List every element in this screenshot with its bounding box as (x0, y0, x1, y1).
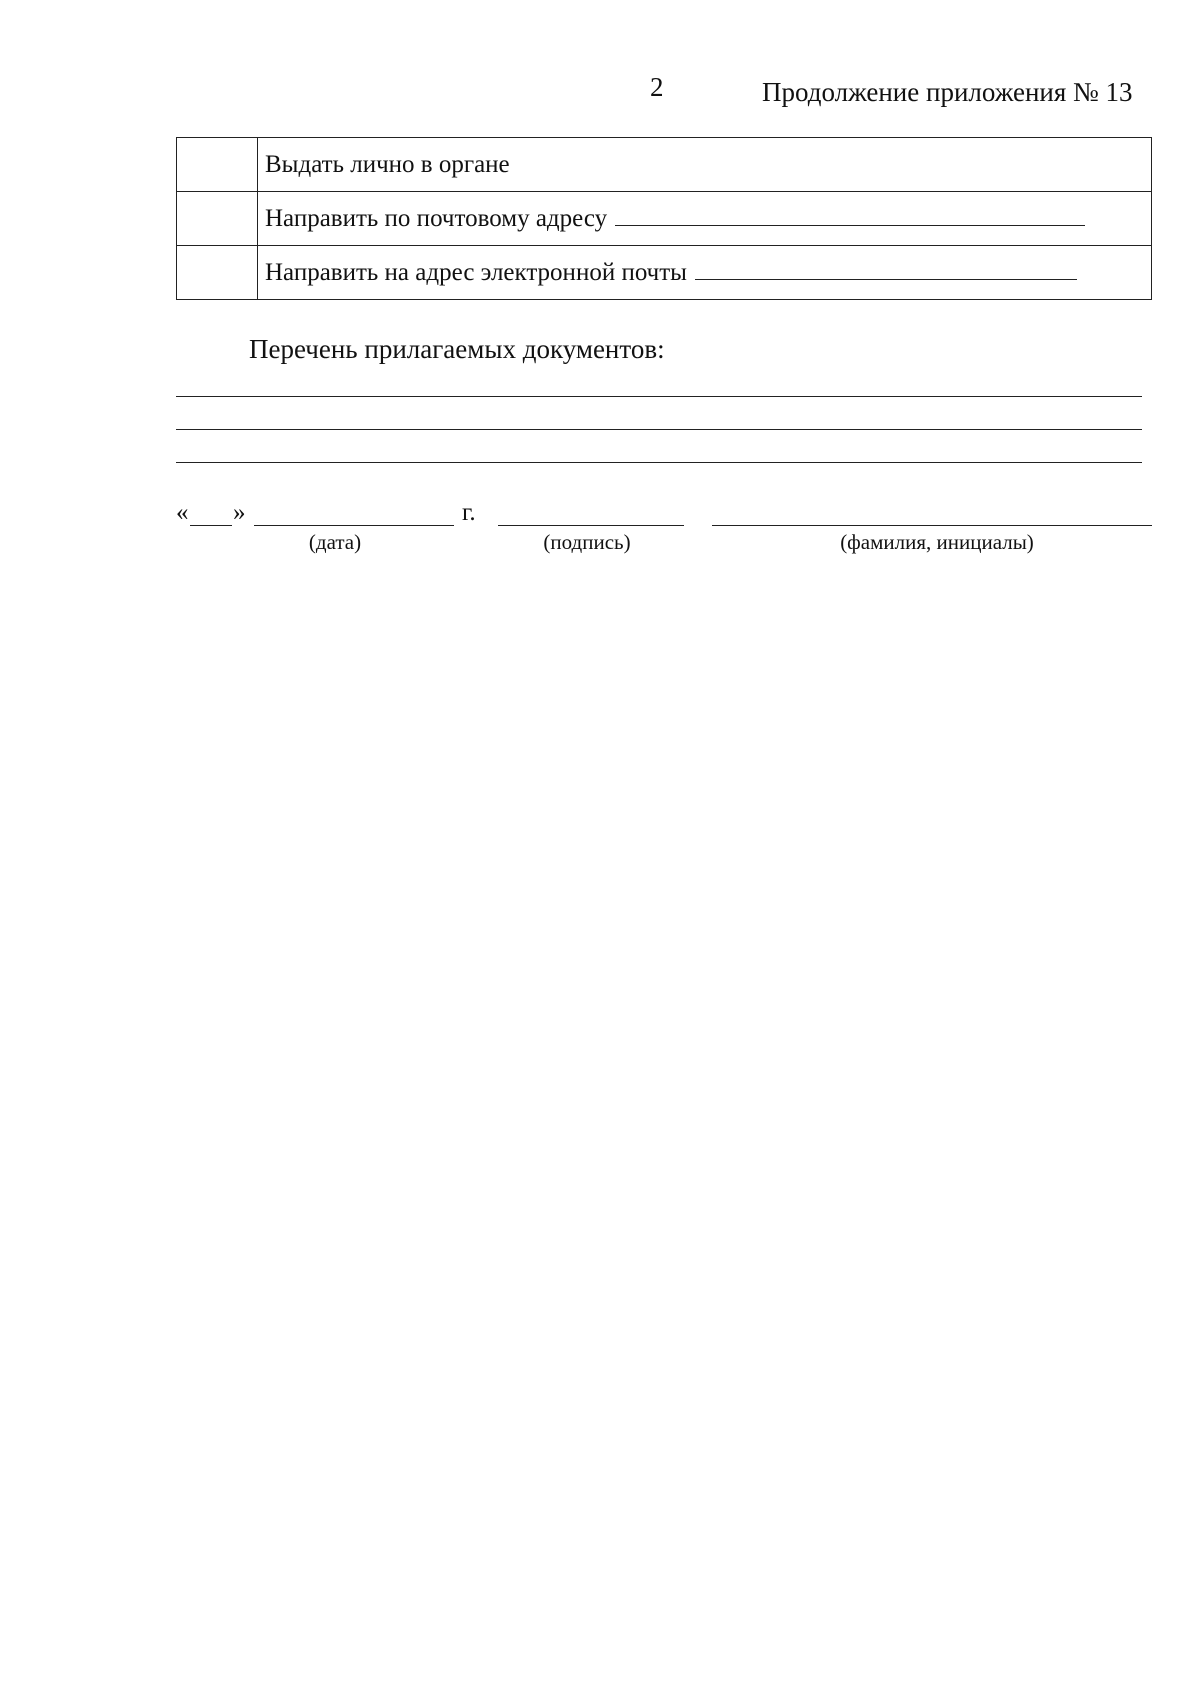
date-caption: (дата) (308, 530, 362, 554)
signature-field[interactable] (498, 525, 684, 526)
date-field[interactable] (254, 525, 454, 526)
attachments-line-1[interactable] (176, 396, 1142, 397)
page-number: 2 (650, 72, 664, 102)
attachments-line-3[interactable] (176, 462, 1142, 463)
name-caption: (фамилия, инициалы) (840, 530, 1034, 554)
delivery-options-table (176, 137, 1152, 300)
email-address-field[interactable] (695, 259, 1077, 280)
option-label-email: Направить на адрес электронной почты (265, 258, 687, 286)
option-label-cell (258, 192, 1152, 246)
date-close-quote: » (233, 499, 246, 526)
year-suffix: г. (462, 499, 476, 526)
option-label-cell (258, 138, 1152, 192)
day-field[interactable] (190, 525, 232, 526)
delivery-option-row (177, 246, 1152, 300)
option-label-in-person: Выдать лично в органе (265, 150, 510, 178)
signature-caption: (подпись) (543, 530, 631, 554)
option-checkbox-postal[interactable] (177, 192, 258, 246)
name-field[interactable] (712, 525, 1152, 526)
date-open-quote: « (176, 499, 189, 526)
delivery-option-row (177, 138, 1152, 192)
attachments-label: Перечень прилагаемых документов: (249, 334, 665, 364)
continuation-title: Продолжение приложения № 13 (762, 77, 1133, 107)
option-checkbox-email[interactable] (177, 246, 258, 300)
option-label-cell (258, 246, 1152, 300)
postal-address-field[interactable] (615, 205, 1085, 226)
attachments-line-2[interactable] (176, 429, 1142, 430)
option-checkbox-in-person[interactable] (177, 138, 258, 192)
delivery-option-row (177, 192, 1152, 246)
option-label-postal: Направить по почтовому адресу (265, 204, 608, 232)
